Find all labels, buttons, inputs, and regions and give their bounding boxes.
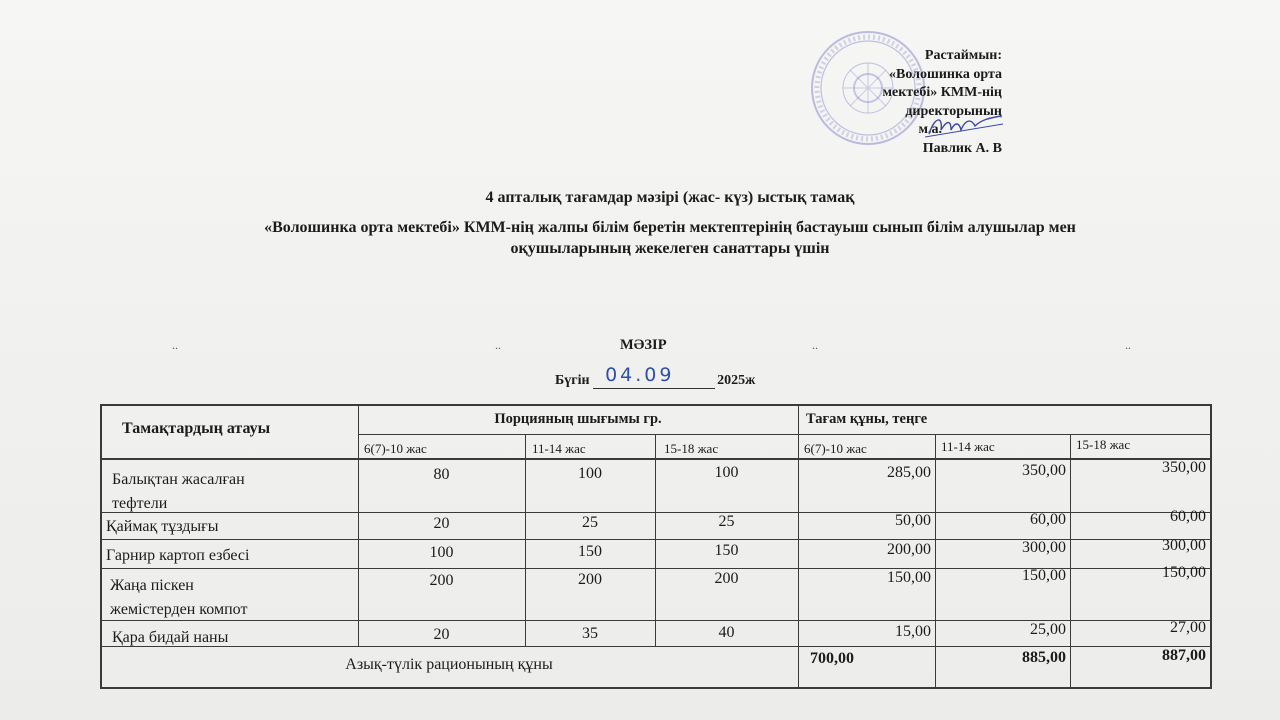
handwritten-date: 04.09 — [605, 364, 675, 386]
price-value: 350,00 — [1162, 459, 1206, 476]
name-column-header: Тамақтардың атауы — [122, 420, 271, 437]
dish-name: Қара бидай наны — [112, 629, 229, 646]
age-header: 6(7)-10 жас — [364, 441, 427, 456]
portion-value: 200 — [429, 572, 454, 589]
approval-line: мектебі» КММ-нің — [882, 85, 1002, 100]
age-header: 6(7)-10 жас — [804, 441, 867, 456]
menu-table — [100, 404, 1212, 688]
approval-line: Растаймын: — [924, 48, 1002, 63]
menu-heading: МӘЗІР — [620, 337, 667, 353]
dots-mark: .. — [1125, 338, 1131, 352]
price-value: 350,00 — [1022, 462, 1066, 479]
price-value: 150,00 — [1022, 567, 1066, 584]
portion-value: 20 — [433, 626, 450, 643]
approval-line: директорының — [905, 103, 1002, 119]
approval-block — [836, 47, 1002, 158]
price-column-header: Тағам құны, теңге — [806, 411, 928, 427]
price-value: 27,00 — [1170, 619, 1206, 636]
total-label: Азық-түлік рационының құны — [345, 656, 553, 673]
portion-value: 200 — [714, 570, 739, 587]
dish-name: Балықтан жасалған тефтели — [112, 471, 245, 512]
handwritten-signature — [925, 112, 1005, 140]
price-value: 200,00 — [887, 541, 931, 558]
dots-mark: .. — [172, 338, 178, 352]
portion-value: 100 — [429, 544, 454, 561]
date-line — [555, 364, 756, 389]
portion-value: 150 — [714, 542, 739, 559]
age-header: 15-18 жас — [664, 441, 719, 456]
portion-value: 35 — [582, 625, 598, 642]
price-value: 15,00 — [895, 623, 931, 640]
portion-value: 150 — [578, 543, 602, 560]
portion-value: 200 — [578, 571, 602, 588]
approval-signer: Павлик А. В — [922, 140, 1002, 156]
date-blank — [593, 364, 715, 389]
portion-value: 40 — [718, 624, 735, 641]
dots-mark: .. — [495, 338, 501, 352]
total-value: 885,00 — [1022, 649, 1066, 666]
portion-value: 25 — [718, 513, 735, 530]
portion-value: 100 — [578, 465, 602, 482]
total-value: 700,00 — [810, 650, 854, 667]
approval-line: «Волошинка орта — [889, 66, 1002, 82]
date-year: 2025ж — [717, 373, 756, 388]
total-value: 887,00 — [1162, 647, 1206, 664]
document-subtitle-continued: оқушыларының жекелеген санаттары үшін — [510, 240, 830, 257]
portion-value: 100 — [714, 464, 739, 481]
price-value: 150,00 — [1162, 564, 1206, 581]
price-value: 50,00 — [895, 512, 931, 529]
dish-name: Гарнир картоп езбесі — [106, 547, 250, 564]
age-header: 15-18 жас — [1076, 437, 1131, 452]
portion-column-header: Порцияның шығымы гр. — [494, 411, 662, 427]
document-subtitle: «Волошинка орта мектебі» КММ-нің жалпы білім беретін мектептерінің бастауыш сынып білім алушылар мен — [264, 219, 1076, 236]
price-value: 285,00 — [887, 464, 931, 481]
price-value: 300,00 — [1022, 539, 1066, 556]
age-header: 11-14 жас — [532, 441, 586, 456]
age-header: 11-14 жас — [941, 439, 995, 454]
price-value: 150,00 — [887, 569, 931, 586]
price-value: 60,00 — [1030, 511, 1066, 528]
dish-name: Қаймақ тұздығы — [106, 518, 219, 535]
document-title: 4 апталық тағамдар мәзірі (жас- күз) ыстық тамақ — [485, 189, 855, 206]
portion-value: 25 — [582, 514, 598, 531]
approval-line: м.а. — [918, 122, 942, 137]
dish-name: Жаңа піскен жемістерден компот — [110, 577, 248, 618]
price-value: 300,00 — [1162, 537, 1206, 554]
date-prefix: Бүгін — [555, 373, 590, 388]
dots-mark: .. — [812, 338, 818, 352]
portion-value: 20 — [433, 515, 450, 532]
price-value: 25,00 — [1030, 621, 1066, 638]
price-value: 60,00 — [1170, 508, 1206, 525]
portion-value: 80 — [433, 466, 450, 483]
